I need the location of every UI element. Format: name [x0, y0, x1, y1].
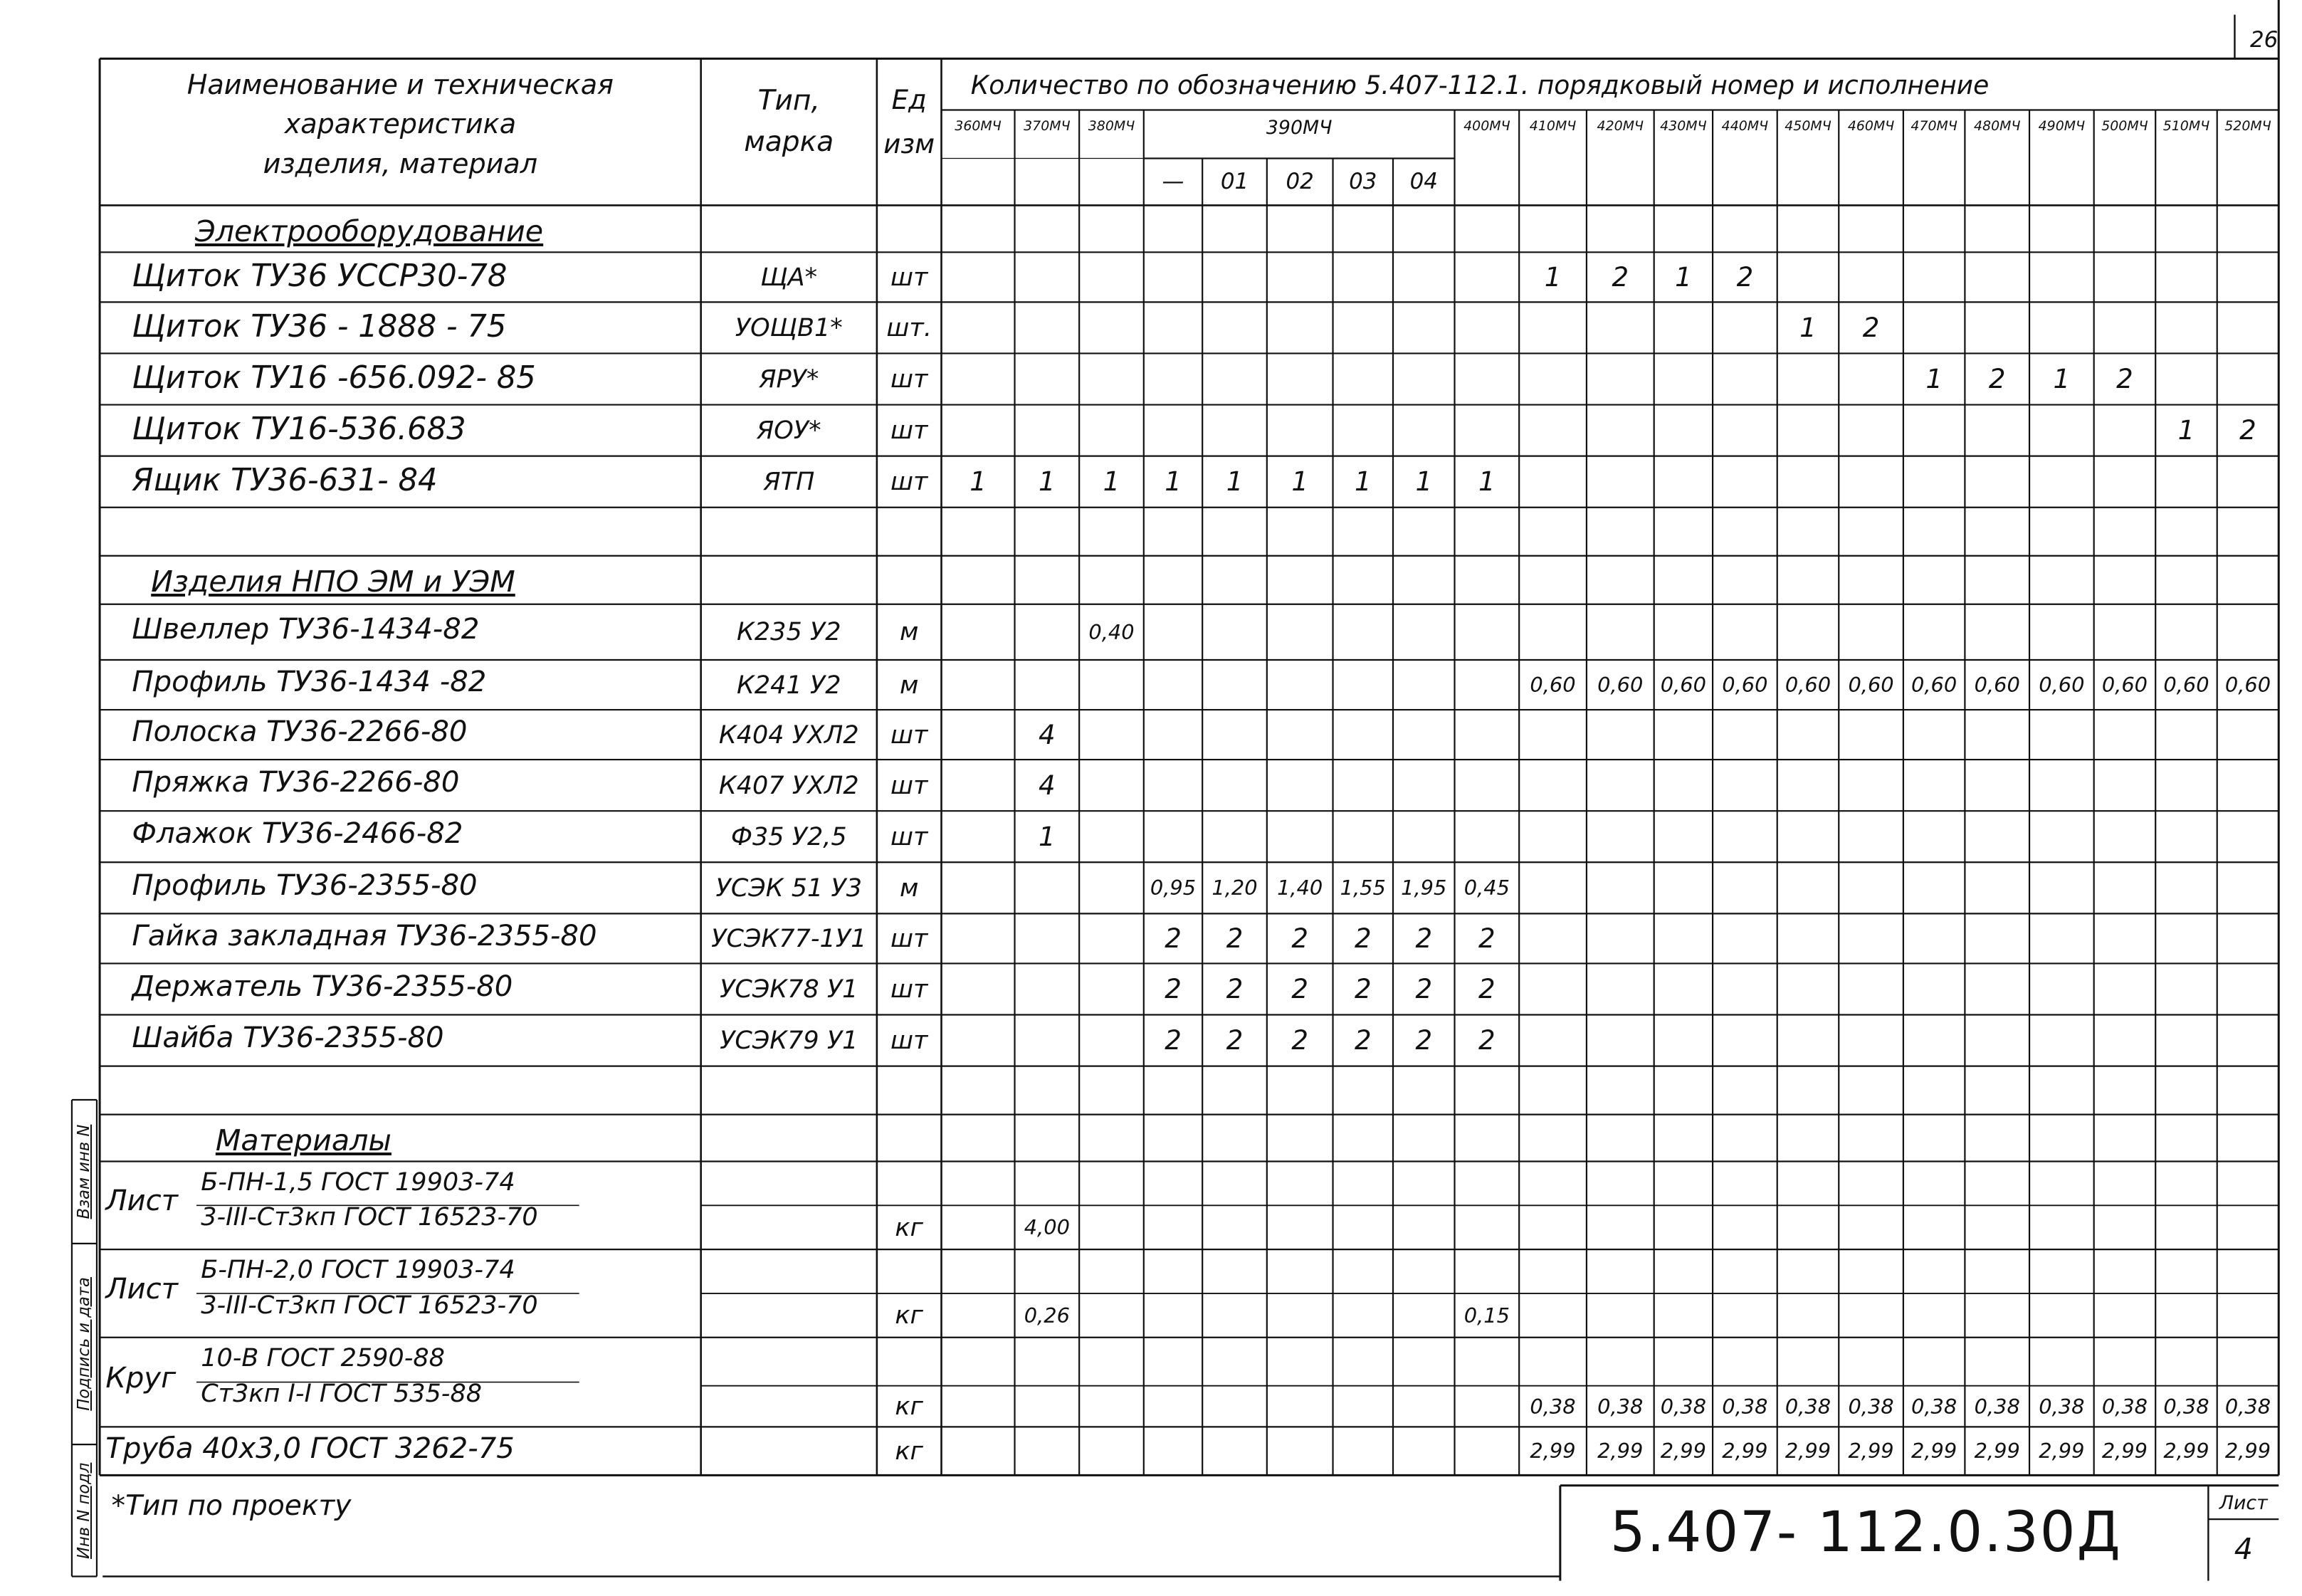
quantity-400МЧ: 2: [1478, 973, 1496, 1004]
material-denominator: 3-III-Ст3кп ГОСТ 16523-70: [201, 1202, 538, 1232]
item-type: К407 УХЛ2: [718, 770, 859, 800]
quantity-450МЧ: 1: [1799, 312, 1817, 343]
header-unit-col-line: изм: [883, 129, 935, 160]
item-unit: кг: [895, 1301, 923, 1330]
column-header-390-3: —: [1162, 169, 1184, 195]
item-name: Щиток ТУ16-536.683: [132, 411, 466, 447]
item-name: Швеллер ТУ36-1434-82: [132, 613, 480, 646]
quantity-400МЧ: 2: [1478, 923, 1496, 954]
quantity-—: 2: [1165, 973, 1182, 1004]
column-header-520МЧ: 520МЧ: [2224, 118, 2271, 135]
column-header-400МЧ: 400МЧ: [1463, 118, 1510, 135]
column-header-390-5: 02: [1286, 169, 1314, 195]
page-corner-number: 26: [2249, 26, 2279, 53]
quantity-500МЧ: 0,38: [2101, 1394, 2148, 1419]
item-unit: кг: [895, 1436, 923, 1466]
material-prefix: Лист: [105, 1185, 179, 1218]
quantity-370МЧ: 1: [1039, 466, 1056, 498]
side-stamp-label: Взам инв N: [74, 1124, 93, 1219]
header-name-col-line: Наименование и техническая: [186, 68, 614, 100]
column-header-460МЧ: 460МЧ: [1847, 118, 1895, 135]
quantity-370МЧ: 4: [1039, 770, 1056, 801]
quantity-430МЧ: 0,38: [1660, 1394, 1706, 1419]
quantity-510МЧ: 1: [2177, 415, 2195, 446]
side-stamp-label: Подпись и дата: [74, 1277, 93, 1411]
quantity-400МЧ: 0,45: [1463, 876, 1510, 901]
quantity-—: 1: [1165, 466, 1182, 498]
item-type: ЩА*: [760, 262, 818, 292]
quantity-500МЧ: 0,60: [2101, 673, 2148, 698]
quantity-490МЧ: 0,38: [2039, 1394, 2085, 1419]
quantity-04: 2: [1415, 1025, 1433, 1056]
quantity-01: 2: [1226, 923, 1244, 954]
header-type-col-line: марка: [744, 126, 834, 159]
item-type: ЯОУ*: [756, 416, 821, 446]
material-prefix: Круг: [105, 1361, 177, 1395]
column-header-410МЧ: 410МЧ: [1529, 118, 1577, 135]
header-name-col-line: изделия, материал: [263, 148, 538, 180]
quantity-500МЧ: 2,99: [2101, 1439, 2148, 1464]
quantity-04: 1,95: [1401, 876, 1447, 901]
quantity-460МЧ: 2: [1862, 312, 1880, 343]
quantity-450МЧ: 2,99: [1785, 1439, 1831, 1464]
quantity-370МЧ: 0,26: [1024, 1303, 1070, 1328]
quantity-02: 2: [1291, 923, 1308, 954]
column-header-500МЧ: 500МЧ: [2101, 118, 2148, 135]
quantity-02: 2: [1291, 1025, 1308, 1056]
quantity-03: 1,55: [1340, 876, 1386, 901]
quantity-490МЧ: 1: [2053, 364, 2071, 394]
quantity-380МЧ: 1: [1103, 466, 1120, 498]
item-unit: шт: [890, 923, 928, 953]
quantity-470МЧ: 1: [1925, 364, 1943, 394]
item-unit: шт: [890, 364, 928, 394]
item-name: Ящик ТУ36-631- 84: [132, 462, 438, 498]
quantity-—: 2: [1165, 923, 1182, 954]
quantity-480МЧ: 0,38: [1974, 1394, 2020, 1419]
quantity-520МЧ: 0,60: [2224, 673, 2271, 698]
quantity-01: 1: [1226, 466, 1244, 498]
header-name-col-line: характеристика: [284, 108, 517, 140]
quantity-410МЧ: 0,60: [1530, 673, 1576, 698]
column-header-390-7: 04: [1409, 169, 1438, 195]
quantity-500МЧ: 2: [2116, 364, 2133, 394]
item-type: Ф35 У2,5: [730, 821, 847, 851]
material-numerator: Б-ПН-2,0 ГОСТ 19903-74: [201, 1255, 515, 1285]
quantity-430МЧ: 2,99: [1660, 1439, 1706, 1464]
quantity-420МЧ: 0,60: [1597, 673, 1644, 698]
sheet-label: Лист: [2219, 1491, 2268, 1514]
item-type: К235 У2: [737, 617, 841, 647]
document-code: 5.407- 112.0.30Д: [1609, 1500, 2122, 1565]
column-header-480МЧ: 480МЧ: [1973, 118, 2021, 135]
item-type: К241 У2: [737, 670, 841, 700]
quantity-480МЧ: 2: [1988, 364, 2006, 394]
item-unit: шт: [890, 467, 928, 497]
item-type: УСЭК77-1У1: [711, 923, 867, 953]
quantity-480МЧ: 0,60: [1974, 673, 2020, 698]
quantity-510МЧ: 0,60: [2163, 673, 2209, 698]
header-unit-col-line: Ед: [891, 85, 927, 116]
item-type: УСЭК 51 У3: [715, 873, 863, 903]
quantity-510МЧ: 0,38: [2163, 1394, 2209, 1419]
item-type: УСЭК78 У1: [720, 974, 858, 1004]
header-qty-title: Количество по обозначению 5.407-112.1. порядковый номер и исполнение: [970, 70, 1990, 100]
item-unit: м: [899, 670, 919, 700]
quantity-04: 2: [1415, 973, 1433, 1004]
quantity-400МЧ: 0,15: [1463, 1303, 1510, 1328]
item-unit: шт: [890, 1026, 928, 1056]
item-unit: шт: [890, 821, 928, 851]
column-header-430МЧ: 430МЧ: [1660, 118, 1707, 135]
quantity-400МЧ: 2: [1478, 1025, 1496, 1056]
quantity-490МЧ: 0,60: [2039, 673, 2085, 698]
quantity-460МЧ: 0,60: [1848, 673, 1894, 698]
material-numerator: Б-ПН-1,5 ГОСТ 19903-74: [201, 1167, 515, 1197]
quantity-410МЧ: 1: [1544, 261, 1562, 293]
quantity-410МЧ: 2,99: [1530, 1439, 1576, 1464]
side-stamp-label: Инв N подл: [74, 1462, 93, 1559]
column-header-450МЧ: 450МЧ: [1785, 118, 1831, 135]
item-name: Профиль ТУ36-1434 -82: [132, 666, 487, 699]
quantity-02: 2: [1291, 973, 1308, 1004]
column-header-420МЧ: 420МЧ: [1597, 118, 1644, 135]
quantity-510МЧ: 2,99: [2163, 1439, 2209, 1464]
section-heading: Электрооборудование: [194, 214, 544, 248]
quantity-04: 2: [1415, 923, 1433, 954]
item-name: Труба 40х3,0 ГОСТ 3262-75: [105, 1432, 515, 1465]
item-name: Полоска ТУ36-2266-80: [132, 715, 468, 749]
section-heading: Материалы: [215, 1123, 391, 1157]
quantity-440МЧ: 0,60: [1722, 673, 1768, 698]
item-unit: кг: [895, 1212, 923, 1242]
item-type: К404 УХЛ2: [718, 720, 859, 750]
column-header-370МЧ: 370МЧ: [1024, 118, 1071, 135]
quantity-03: 2: [1354, 1025, 1372, 1056]
column-header-390-6: 03: [1349, 169, 1377, 195]
quantity-400МЧ: 1: [1478, 466, 1496, 498]
footnote: *Тип по проекту: [111, 1489, 352, 1522]
item-unit: шт: [890, 974, 928, 1004]
material-denominator: 3-III-Ст3кп ГОСТ 16523-70: [201, 1290, 538, 1320]
quantity-460МЧ: 0,38: [1848, 1394, 1894, 1419]
quantity-03: 1: [1354, 466, 1372, 498]
quantity-450МЧ: 0,38: [1785, 1394, 1831, 1419]
item-name: Флажок ТУ36-2466-82: [132, 817, 463, 851]
item-name: Держатель ТУ36-2355-80: [132, 970, 513, 1003]
quantity-04: 1: [1415, 466, 1433, 498]
item-name: Щиток ТУ36 УССР30-78: [132, 258, 508, 294]
quantity-03: 2: [1354, 923, 1372, 954]
item-type: [701, 1427, 877, 1475]
quantity-460МЧ: 2,99: [1848, 1439, 1894, 1464]
quantity-520МЧ: 2,99: [2224, 1439, 2271, 1464]
section-heading: Изделия НПО ЭМ и УЭМ: [151, 565, 515, 599]
item-unit: шт: [890, 770, 928, 800]
item-type: ЯТП: [763, 467, 815, 497]
material-numerator: 10-В ГОСТ 2590-88: [201, 1343, 445, 1372]
quantity-520МЧ: 0,38: [2224, 1394, 2271, 1419]
item-unit: м: [899, 617, 919, 647]
quantity-02: 1: [1291, 466, 1308, 498]
quantity-440МЧ: 0,38: [1722, 1394, 1768, 1419]
item-name: Профиль ТУ36-2355-80: [132, 868, 478, 902]
quantity-—: 2: [1165, 1025, 1182, 1056]
quantity-01: 2: [1226, 1025, 1244, 1056]
quantity-01: 1,20: [1212, 876, 1258, 901]
material-denominator: Ст3кп I-I ГОСТ 535-88: [201, 1379, 482, 1409]
quantity-370МЧ: 4,00: [1024, 1215, 1070, 1240]
column-header-490МЧ: 490МЧ: [2038, 118, 2086, 135]
quantity-450МЧ: 0,60: [1785, 673, 1831, 698]
item-unit: шт.: [886, 313, 932, 342]
quantity-430МЧ: 1: [1675, 261, 1692, 293]
quantity-360МЧ: 1: [969, 466, 987, 498]
quantity-520МЧ: 2: [2239, 415, 2256, 446]
item-name: Щиток ТУ36 - 1888 - 75: [132, 308, 507, 345]
item-name: Пряжка ТУ36-2266-80: [132, 766, 460, 799]
quantity-—: 0,95: [1150, 876, 1197, 901]
column-group-390: 390МЧ: [1266, 116, 1333, 139]
quantity-02: 1,40: [1277, 876, 1323, 901]
quantity-470МЧ: 0,38: [1911, 1394, 1957, 1419]
item-unit: кг: [895, 1392, 923, 1422]
item-type: УОЩВ1*: [735, 313, 843, 342]
sheet-number: 4: [2234, 1532, 2253, 1567]
column-header-380МЧ: 380МЧ: [1088, 118, 1135, 135]
material-prefix: Лист: [105, 1273, 179, 1306]
column-header-360МЧ: 360МЧ: [955, 118, 1002, 135]
item-unit: м: [899, 873, 919, 903]
quantity-380МЧ: 0,40: [1088, 619, 1135, 644]
quantity-480МЧ: 2,99: [1974, 1439, 2020, 1464]
column-header-470МЧ: 470МЧ: [1911, 118, 1957, 135]
item-unit: шт: [890, 416, 928, 446]
quantity-03: 2: [1354, 973, 1372, 1004]
quantity-470МЧ: 2,99: [1911, 1439, 1957, 1464]
item-unit: шт: [890, 262, 928, 292]
quantity-470МЧ: 0,60: [1911, 673, 1957, 698]
quantity-420МЧ: 0,38: [1597, 1394, 1644, 1419]
quantity-370МЧ: 4: [1039, 719, 1056, 750]
quantity-370МЧ: 1: [1039, 821, 1056, 852]
item-type: УСЭК79 У1: [720, 1026, 858, 1056]
column-header-390-4: 01: [1220, 169, 1249, 195]
quantity-420МЧ: 2: [1612, 261, 1629, 293]
item-type: ЯРУ*: [759, 364, 819, 394]
quantity-430МЧ: 0,60: [1660, 673, 1706, 698]
quantity-440МЧ: 2,99: [1722, 1439, 1768, 1464]
header-type-col-line: Тип,: [757, 85, 820, 117]
quantity-01: 2: [1226, 973, 1244, 1004]
quantity-420МЧ: 2,99: [1597, 1439, 1644, 1464]
item-name: Гайка закладная ТУ36-2355-80: [132, 919, 597, 952]
quantity-490МЧ: 2,99: [2039, 1439, 2085, 1464]
column-header-510МЧ: 510МЧ: [2162, 118, 2210, 135]
item-unit: шт: [890, 720, 928, 750]
quantity-410МЧ: 0,38: [1530, 1394, 1576, 1419]
quantity-440МЧ: 2: [1736, 261, 1754, 293]
column-header-440МЧ: 440МЧ: [1721, 118, 1769, 135]
item-name: Шайба ТУ36-2355-80: [132, 1021, 444, 1054]
item-name: Щиток ТУ16 -656.092- 85: [132, 359, 536, 396]
